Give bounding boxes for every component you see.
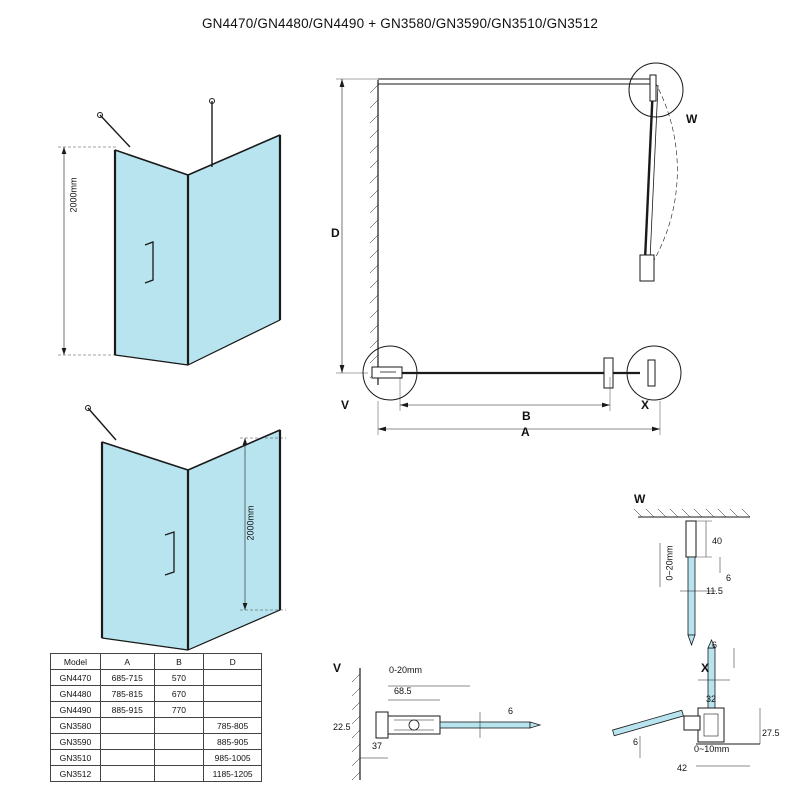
detail-v-wall-profile xyxy=(376,712,388,738)
detail-v-dim-gap: 0-20mm xyxy=(389,665,423,675)
plan-label-A: A xyxy=(521,425,530,439)
iso-bottom-height-label: 2000mm xyxy=(245,505,256,541)
cell-model: GN4490 xyxy=(51,702,101,718)
detail-v-pivot xyxy=(409,720,419,730)
cell-a xyxy=(100,750,154,766)
wall-hatch-vertical xyxy=(370,85,378,378)
detail-v-label: V xyxy=(333,661,342,675)
detail-x-dim-32: 32 xyxy=(706,694,717,704)
detail-x-dim-27-5: 27.5 xyxy=(762,728,780,738)
plan-label-V: V xyxy=(341,398,350,412)
col-header-b: B xyxy=(154,654,204,670)
plan-label-X: X xyxy=(641,398,650,412)
dim-B-arrow-left xyxy=(400,403,408,408)
detail-x-dim-gap: 0~10mm xyxy=(694,744,730,754)
table-row xyxy=(51,718,262,734)
cell-a xyxy=(100,734,154,750)
detail-v-dim-68-5: 68.5 xyxy=(394,686,412,696)
col-header-d: D xyxy=(204,654,262,670)
table-row xyxy=(51,766,262,782)
door-leaf-open xyxy=(645,85,653,260)
detail-x-dim-6-top: 6 xyxy=(712,640,718,650)
detail-x-label: X xyxy=(701,661,710,675)
detail-view-x xyxy=(600,640,800,800)
cell-b xyxy=(154,734,204,750)
detail-x-profile-inner xyxy=(704,714,718,736)
cell-b: 670 xyxy=(154,686,204,702)
cell-b xyxy=(154,766,204,782)
detail-w-dim-40: 40 xyxy=(712,536,723,546)
detail-v-dim-22-5: 22.5 xyxy=(333,722,351,732)
col-header-model: Model xyxy=(51,654,101,670)
cell-b: 770 xyxy=(154,702,204,718)
detail-v-glass-tip xyxy=(530,722,540,728)
cell-a: 685-715 xyxy=(100,670,154,686)
detail-v-glass xyxy=(440,722,530,728)
door-pivot-block xyxy=(640,255,654,281)
detail-w-dim-gap: 0~20mm xyxy=(664,545,675,581)
cell-b xyxy=(154,718,204,734)
detail-v-wall-hatch xyxy=(352,674,360,780)
wall-profile-w xyxy=(686,521,696,557)
dim-D-arrow-top xyxy=(340,79,345,87)
detail-v-profile xyxy=(372,367,402,378)
dim-D-arrow-bottom xyxy=(340,365,345,373)
plan-view xyxy=(320,55,740,455)
dim-A-arrow-right xyxy=(652,427,660,432)
plan-label-B: B xyxy=(522,409,531,423)
stabilizer-bar-left-2 xyxy=(88,408,116,440)
iso-view-bottom xyxy=(40,360,340,660)
cell-a: 885-915 xyxy=(100,702,154,718)
table-header-row xyxy=(51,654,262,670)
cell-d xyxy=(204,670,262,686)
detail-v-dim-6: 6 xyxy=(508,706,514,716)
glass-section-w xyxy=(688,557,695,635)
dim-A-arrow-left xyxy=(378,427,386,432)
dim-B-arrow-right xyxy=(602,403,610,408)
cell-d: 1185-1205 xyxy=(204,766,262,782)
cell-d: 985-1005 xyxy=(204,750,262,766)
detail-w-label: W xyxy=(634,492,646,506)
cell-b xyxy=(154,750,204,766)
cell-a xyxy=(100,766,154,782)
cell-a: 785-815 xyxy=(100,686,154,702)
detail-x-dim-42: 42 xyxy=(677,763,688,773)
table-row xyxy=(51,750,262,766)
cell-a xyxy=(100,718,154,734)
table-row xyxy=(51,686,262,702)
dim-arrow-up-2 xyxy=(243,438,248,445)
detail-w-profile xyxy=(650,75,656,101)
detail-x-dim-6-left: 6 xyxy=(633,737,639,747)
cell-model: GN4480 xyxy=(51,686,101,702)
table-row xyxy=(51,670,262,686)
dim-arrow-down xyxy=(62,348,67,355)
stabilizer-bar-left xyxy=(100,115,130,147)
cell-model: GN4470 xyxy=(51,670,101,686)
col-header-a: A xyxy=(100,654,154,670)
detail-view-v xyxy=(330,650,590,800)
cell-model: GN3580 xyxy=(51,718,101,734)
iso-view-top xyxy=(40,55,340,375)
table-row xyxy=(51,734,262,750)
detail-v-dim-37: 37 xyxy=(372,741,383,751)
detail-x-glass-door xyxy=(613,710,684,736)
detail-w-dim-6: 6 xyxy=(726,573,732,583)
iso-top-height-label: 2000mm xyxy=(68,177,79,213)
page-title: GN4470/GN4480/GN4490 + GN3580/GN3590/GN3510/GN3512 xyxy=(201,16,599,31)
spec-table xyxy=(50,653,262,782)
table-row xyxy=(51,702,262,718)
dim-arrow-up xyxy=(62,147,67,154)
plan-panel-joint xyxy=(604,358,613,388)
detail-w-dim-11-5: 11.5 xyxy=(706,586,723,596)
glass-panel-left-2 xyxy=(102,442,188,650)
cell-d: 885-905 xyxy=(204,734,262,750)
glass-panel-left xyxy=(115,150,188,365)
cell-model: GN3590 xyxy=(51,734,101,750)
detail-x-clamp xyxy=(684,716,700,730)
cell-d: 785-805 xyxy=(204,718,262,734)
cell-d xyxy=(204,686,262,702)
cell-model: GN3510 xyxy=(51,750,101,766)
detail-x-profile xyxy=(648,360,655,386)
cell-b: 570 xyxy=(154,670,204,686)
plan-label-W: W xyxy=(686,112,698,126)
glass-panel-right-2 xyxy=(188,430,280,650)
plan-label-D: D xyxy=(331,226,340,240)
ceiling-hatch xyxy=(634,509,750,517)
cell-d xyxy=(204,702,262,718)
cell-model: GN3512 xyxy=(51,766,101,782)
